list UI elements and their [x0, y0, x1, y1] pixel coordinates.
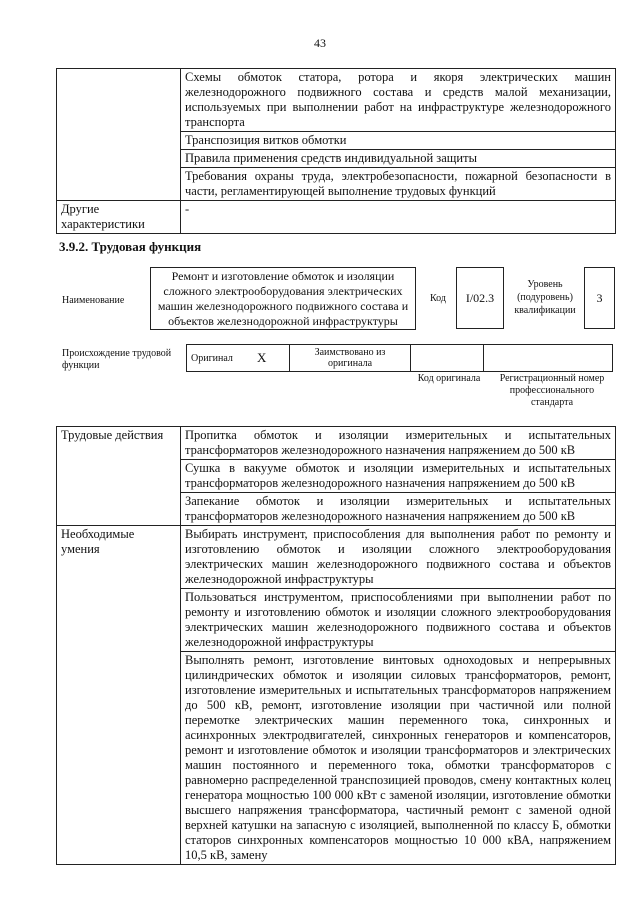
page-number: 43 — [314, 36, 326, 50]
original-mark: X — [253, 345, 290, 372]
actions-label: Трудовые действия — [57, 427, 181, 526]
level-label: Уровень (подуровень) квалификации — [514, 279, 576, 316]
knowledge-cell: Правила применения средств индивидуальной защиты — [181, 150, 616, 168]
other-characteristics-value: - — [181, 201, 616, 234]
action-item: Пропитка обмоток и изоляции измерительных и испытательных трансформаторов железнодорожного назначения напряжением до 500 кВ — [181, 427, 616, 460]
code-original-cell — [411, 345, 484, 372]
knowledge-cell: Требования охраны труда, электробезопасности, пожарной безопасности в части, регламентирующей выполнение трудовых функций — [181, 168, 616, 201]
reg-number-cell — [484, 345, 613, 372]
function-code: I/02.3 — [456, 267, 504, 329]
section-title: 3.9.2. Трудовая функция — [59, 239, 202, 254]
function-name: Ремонт и изготовление обмоток и изоляции сложного электрооборудования электрических машин железнодорожного подвижного состава и объектов железнодорожной инфраструктуры — [150, 267, 416, 330]
skill-item: Выбирать инструмент, приспособления для выполнения работ по ремонту и изготовлению обмоток и изоляции сложного электрооборудования электрических машин железнодорожного подвижного состава и объектов железнодорожной инфраструктуры — [181, 526, 616, 589]
code-label: Код — [430, 293, 446, 304]
actions-table — [56, 426, 616, 865]
other-characteristics-label: Другие характеристики — [57, 201, 181, 234]
origin-table — [186, 344, 613, 372]
action-item: Запекание обмоток и изоляции измерительных и испытательных трансформаторов железнодорожного назначения напряжением до 500 кВ — [181, 493, 616, 526]
skills-label: Необходимые умения — [57, 526, 181, 865]
name-label: Наименование — [62, 295, 125, 306]
level-value: 3 — [584, 267, 615, 329]
origin-label: Происхождение трудовой функции — [62, 348, 172, 371]
reg-number-label: Регистрационный номер профессионального стандарта — [499, 373, 605, 408]
knowledge-label — [57, 69, 181, 201]
original-label: Оригинал — [187, 345, 254, 372]
knowledge-cell: Транспозиция витков обмотки — [181, 132, 616, 150]
skill-item: Выполнять ремонт, изготовление винтовых одноходовых и непрерывных цилиндрических обмоток и изоляции силовых трансформаторов, ремонт, изготовление измерительных и испытательных трансформаторов напряжением до 500 кВ, ремонт, изготовление изоляции при частичной или полной перемотке электрических машин переменного тока, синхронных и асинхронных электродвигателей, синхронных генераторов и компенсаторов, ремонт и изготовление обмоток и изоляции трансформаторов и электрических машин постоянного и переменного тока, обмотки трансформаторов с равномерно распределенной транспозицией проводов, смену контактных колец генератора мощностью 100 000 кВт с заменой изоляции, изготовление обмотки высшего напряжения трансформатора, частичный ремонт с заменой одной верхней катушки на запасную с изоляцией, выполненной по классу Б, обмотки статоров синхронных компенсаторов мощностью 10 000 кВА, напряжением 10,5 кВ, замену — [181, 652, 616, 865]
skill-item: Пользоваться инструментом, приспособлениями при выполнении работ по ремонту и изготовлению обмоток и изоляции сложного электрооборудования электрических машин железнодорожного подвижного состава и объектов железнодорожной инфраструктуры — [181, 589, 616, 652]
action-item: Сушка в вакууме обмоток и изоляции измерительных и испытательных трансформаторов железнодорожного назначения напряжением до 500 кВ — [181, 460, 616, 493]
knowledge-cell: Схемы обмоток статора, ротора и якоря электрических машин железнодорожного подвижного состава и средств малой механизации, используемых при выполнении работ на инфраструктуре железнодорожного транспорта — [181, 69, 616, 132]
code-original-label: Код оригинала — [417, 373, 481, 384]
borrowed-label: Заимствовано из оригинала — [290, 345, 411, 372]
knowledge-table — [56, 68, 616, 234]
